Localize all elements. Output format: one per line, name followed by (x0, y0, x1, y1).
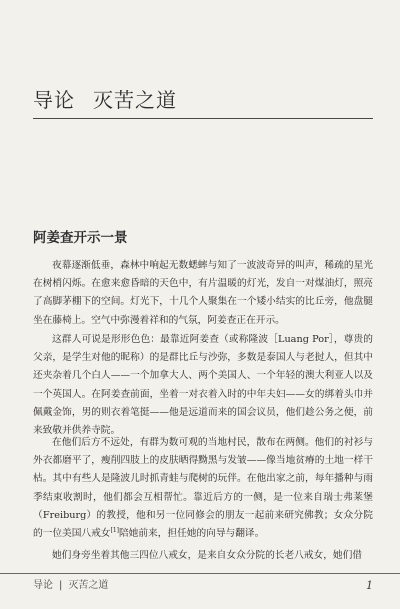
chapter-title: 灭苦之道 (93, 88, 177, 112)
paragraph-3-text-end: 陪她前来，担任她的向导与翻译。 (119, 528, 265, 540)
footnote-marker: [1] (110, 526, 119, 534)
footer-chapter: 灭苦之道 (68, 580, 109, 591)
running-footer (33, 579, 108, 593)
body-paragraph-2: 这群人可说是形形色色：最靠近阿姜查（或称隆波［Luang Por］，尊贵的父亲，是学生对他的昵称）的是群比丘与沙弥，多数是泰国人与老挝人，但其中还夹杂着几个白人——一个加拿大人、两个美国人、一个年轻的澳大利亚人以及一个英国人。在阿姜查前面，坐着一对衣着入时的中年夫妇——女的绑着头巾并佩戴金饰，男的则衣着笔挺——他是远道而来的国会议员，他们趁公务之便，前来致敬并供养寺院。 (33, 334, 373, 437)
chapter-label: 导论 (33, 88, 75, 112)
footer-section: 导论 (33, 580, 53, 591)
body-paragraph-3 (33, 434, 373, 543)
section-title: 阿姜查开示一景 (33, 230, 128, 246)
chapter-title-rule (33, 118, 373, 119)
footer-divider: | (59, 580, 63, 591)
body-paragraph-1: 夜幕逐渐低垂，森林中响起无数蟋蟀与知了一波波奇异的叫声，稀疏的星光在树梢闪烁。在愈来愈昏暗的天色中，有片温暖的灯光，发自一对煤油灯，照亮了高脚茅棚下的空间。灯光下，十几个人聚集在一个矮小结实的比丘旁，他盘腿坐在藤椅上。空气中弥漫着祥和的气氛，阿姜查正在开示。 (33, 260, 373, 326)
page-number: 1 (366, 579, 373, 592)
body-paragraph-4: 她们身旁坐着其他三四位八戒女，是来自女众分院的长老八戒女，她们借 (52, 550, 362, 561)
footer-rule (0, 573, 400, 574)
paragraph-3-text: 在他们后方不远处，有群为数可观的当地村民，散布在两侧。他们的衬衫与外衣都磨平了，瘦削四肢上的皮肤晒得黝黑与发皱——像当地贫瘠的土地一样干枯。其中有些人是隆波儿时抓青蛙与爬树的玩伴。在他出家之前，每年播种与雨季结束收割时，他们都会互相帮忙。靠近后方的一侧，是一位来自瑞士弗莱堡（Freiburg）的教授，他和另一位同修会的朋友一起前来研究佛教；女众分院的一位美国八戒女 (33, 437, 373, 540)
chapter-heading (33, 88, 373, 112)
